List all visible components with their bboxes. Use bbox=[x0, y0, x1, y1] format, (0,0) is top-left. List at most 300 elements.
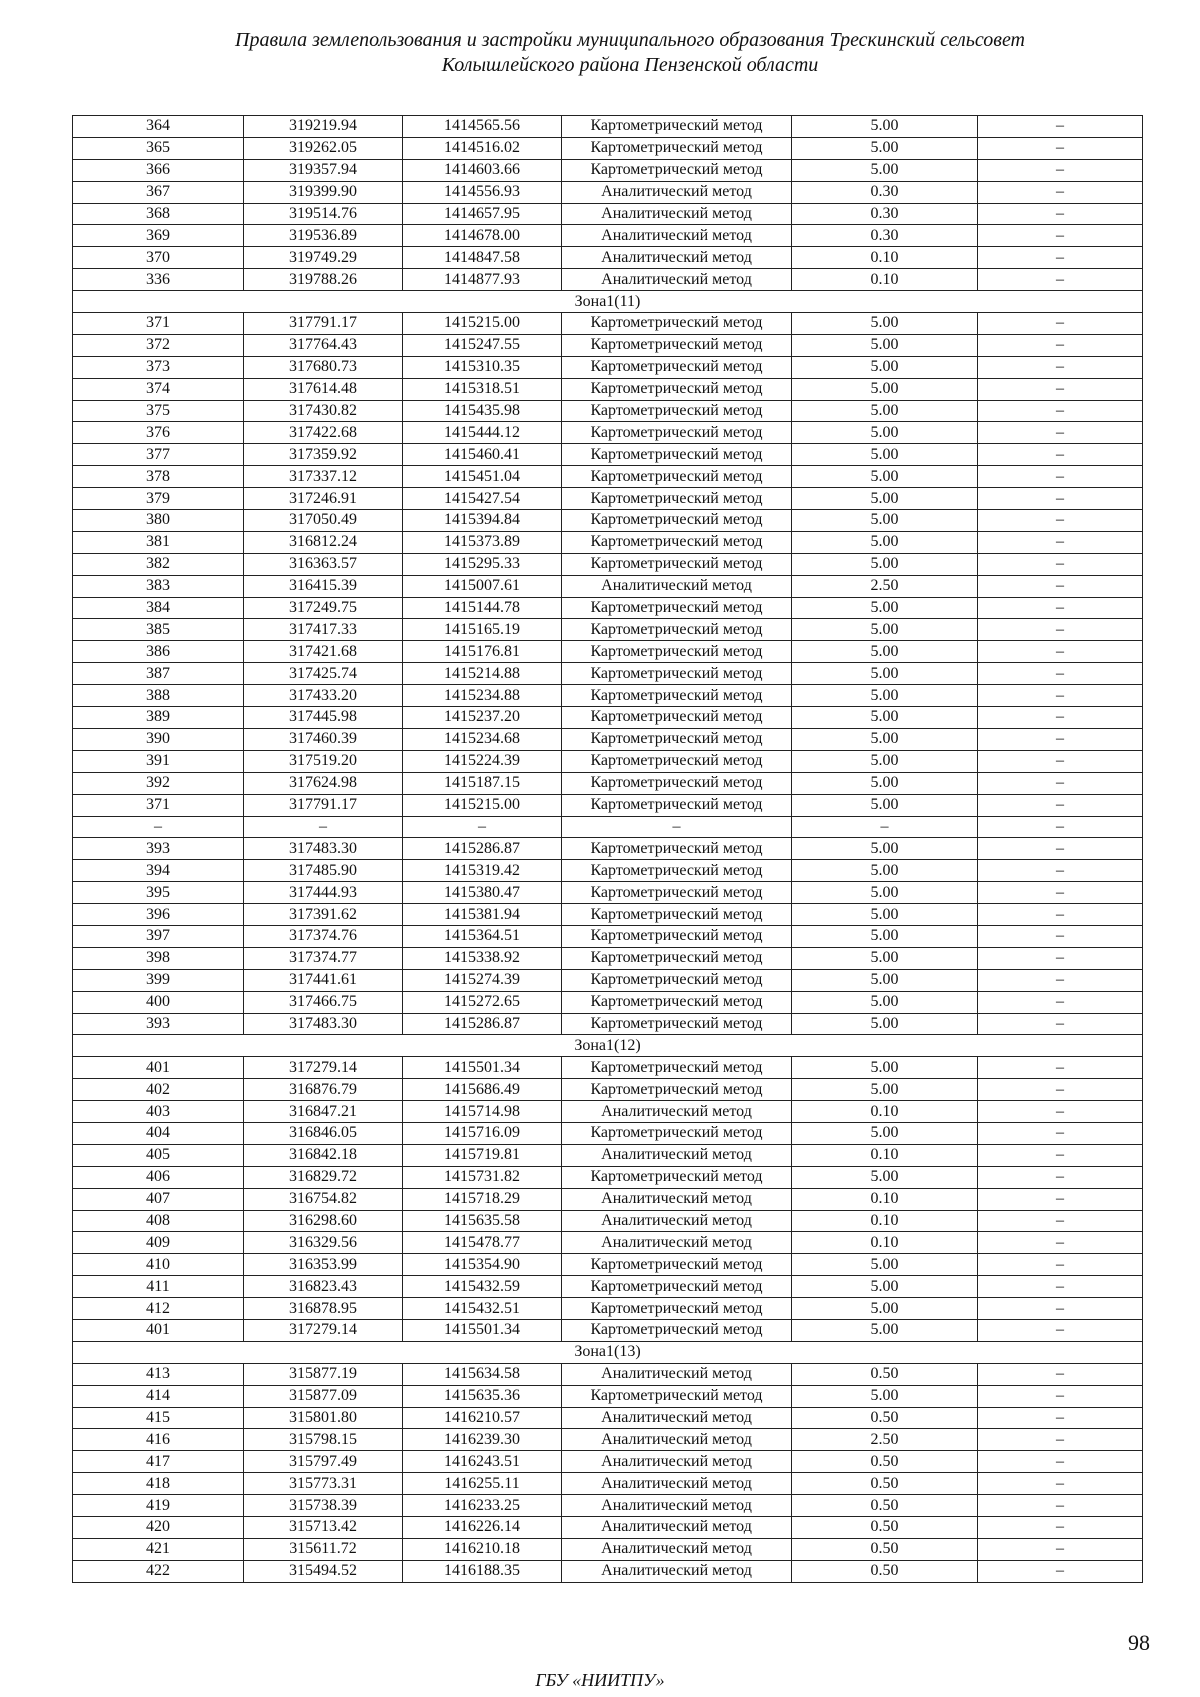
point-number-cell: 409 bbox=[73, 1232, 244, 1254]
accuracy-cell: 5.00 bbox=[792, 444, 978, 466]
x-coordinate-cell: 317417.33 bbox=[244, 619, 403, 641]
note-cell: – bbox=[978, 225, 1143, 247]
table-row bbox=[73, 1101, 1143, 1123]
accuracy-cell: 5.00 bbox=[792, 597, 978, 619]
point-number-cell: 390 bbox=[73, 728, 244, 750]
method-cell: Картометрический метод bbox=[562, 838, 792, 860]
method-cell: Картометрический метод bbox=[562, 1079, 792, 1101]
accuracy-cell: 0.50 bbox=[792, 1451, 978, 1473]
table-row bbox=[73, 1057, 1143, 1079]
point-number-cell: 372 bbox=[73, 334, 244, 356]
note-cell: – bbox=[978, 947, 1143, 969]
y-coordinate-cell: 1415478.77 bbox=[403, 1232, 562, 1254]
y-coordinate-cell: 1415215.00 bbox=[403, 794, 562, 816]
table-row bbox=[73, 488, 1143, 510]
y-coordinate-cell: 1414678.00 bbox=[403, 225, 562, 247]
point-number-cell: 395 bbox=[73, 882, 244, 904]
method-cell: Картометрический метод bbox=[562, 531, 792, 553]
accuracy-cell: 5.00 bbox=[792, 882, 978, 904]
accuracy-cell: 5.00 bbox=[792, 969, 978, 991]
y-coordinate-cell: 1416233.25 bbox=[403, 1495, 562, 1517]
y-coordinate-cell: 1415237.20 bbox=[403, 707, 562, 729]
accuracy-cell: 5.00 bbox=[792, 159, 978, 181]
point-number-cell: 368 bbox=[73, 203, 244, 225]
accuracy-cell: 5.00 bbox=[792, 1079, 978, 1101]
x-coordinate-cell: 316353.99 bbox=[244, 1254, 403, 1276]
accuracy-cell: 5.00 bbox=[792, 378, 978, 400]
method-cell: Картометрический метод bbox=[562, 663, 792, 685]
y-coordinate-cell: 1415435.98 bbox=[403, 400, 562, 422]
method-cell: Аналитический метод bbox=[562, 225, 792, 247]
point-number-cell: 391 bbox=[73, 750, 244, 772]
table-row bbox=[73, 750, 1143, 772]
point-number-cell: 365 bbox=[73, 137, 244, 159]
note-cell: – bbox=[978, 685, 1143, 707]
x-coordinate-cell: 317441.61 bbox=[244, 969, 403, 991]
table-row bbox=[73, 1363, 1143, 1385]
x-coordinate-cell: 317791.17 bbox=[244, 313, 403, 335]
x-coordinate-cell: 317337.12 bbox=[244, 466, 403, 488]
point-number-cell: 421 bbox=[73, 1538, 244, 1560]
note-cell: – bbox=[978, 1319, 1143, 1341]
accuracy-cell: 0.10 bbox=[792, 269, 978, 291]
note-cell: – bbox=[978, 1254, 1143, 1276]
table-row bbox=[73, 269, 1143, 291]
y-coordinate-cell: 1415427.54 bbox=[403, 488, 562, 510]
note-cell: – bbox=[978, 466, 1143, 488]
y-coordinate-cell: 1415215.00 bbox=[403, 313, 562, 335]
y-coordinate-cell: 1416210.57 bbox=[403, 1407, 562, 1429]
method-cell: Картометрический метод bbox=[562, 947, 792, 969]
method-cell: Картометрический метод bbox=[562, 313, 792, 335]
point-number-cell: 401 bbox=[73, 1319, 244, 1341]
accuracy-cell: 5.00 bbox=[792, 1057, 978, 1079]
method-cell: Картометрический метод bbox=[562, 1385, 792, 1407]
table-row bbox=[73, 925, 1143, 947]
accuracy-cell: 0.10 bbox=[792, 1144, 978, 1166]
accuracy-cell: 5.00 bbox=[792, 772, 978, 794]
x-coordinate-cell: 319749.29 bbox=[244, 247, 403, 269]
accuracy-cell: 5.00 bbox=[792, 860, 978, 882]
method-cell: Картометрический метод bbox=[562, 619, 792, 641]
note-cell: – bbox=[978, 203, 1143, 225]
accuracy-cell: 5.00 bbox=[792, 641, 978, 663]
y-coordinate-cell: 1415635.58 bbox=[403, 1210, 562, 1232]
note-cell: – bbox=[978, 1298, 1143, 1320]
accuracy-cell: – bbox=[792, 816, 978, 838]
point-number-cell: 413 bbox=[73, 1363, 244, 1385]
method-cell: Аналитический метод bbox=[562, 1101, 792, 1123]
point-number-cell: 384 bbox=[73, 597, 244, 619]
y-coordinate-cell: 1415686.49 bbox=[403, 1079, 562, 1101]
x-coordinate-cell: 315877.19 bbox=[244, 1363, 403, 1385]
method-cell: Картометрический метод bbox=[562, 1122, 792, 1144]
x-coordinate-cell: 317422.68 bbox=[244, 422, 403, 444]
table-row bbox=[73, 816, 1143, 838]
x-coordinate-cell: 317249.75 bbox=[244, 597, 403, 619]
note-cell: – bbox=[978, 597, 1143, 619]
table-row bbox=[73, 947, 1143, 969]
note-cell: – bbox=[978, 860, 1143, 882]
y-coordinate-cell: 1415295.33 bbox=[403, 553, 562, 575]
table-row bbox=[73, 1429, 1143, 1451]
point-number-cell: – bbox=[73, 816, 244, 838]
x-coordinate-cell: 315877.09 bbox=[244, 1385, 403, 1407]
point-number-cell: 405 bbox=[73, 1144, 244, 1166]
x-coordinate-cell: 315738.39 bbox=[244, 1495, 403, 1517]
y-coordinate-cell: 1415460.41 bbox=[403, 444, 562, 466]
method-cell: Картометрический метод bbox=[562, 356, 792, 378]
method-cell: Аналитический метод bbox=[562, 1451, 792, 1473]
note-cell: – bbox=[978, 1057, 1143, 1079]
note-cell: – bbox=[978, 553, 1143, 575]
point-number-cell: 382 bbox=[73, 553, 244, 575]
table-row bbox=[73, 1166, 1143, 1188]
table-row bbox=[73, 466, 1143, 488]
accuracy-cell: 0.50 bbox=[792, 1517, 978, 1539]
point-number-cell: 396 bbox=[73, 904, 244, 926]
table-row bbox=[73, 1495, 1143, 1517]
page-footer: ГБУ «НИИТПУ» bbox=[535, 1670, 665, 1690]
x-coordinate-cell: 319262.05 bbox=[244, 137, 403, 159]
table-row bbox=[73, 641, 1143, 663]
x-coordinate-cell: 316415.39 bbox=[244, 575, 403, 597]
y-coordinate-cell: 1415234.88 bbox=[403, 685, 562, 707]
x-coordinate-cell: 317483.30 bbox=[244, 1013, 403, 1035]
point-number-cell: 375 bbox=[73, 400, 244, 422]
note-cell: – bbox=[978, 1451, 1143, 1473]
table-row bbox=[73, 531, 1143, 553]
x-coordinate-cell: 317614.48 bbox=[244, 378, 403, 400]
x-coordinate-cell: 315611.72 bbox=[244, 1538, 403, 1560]
note-cell: – bbox=[978, 159, 1143, 181]
table-row bbox=[73, 838, 1143, 860]
note-cell: – bbox=[978, 1276, 1143, 1298]
accuracy-cell: 5.00 bbox=[792, 1298, 978, 1320]
y-coordinate-cell: 1414603.66 bbox=[403, 159, 562, 181]
table-row bbox=[73, 575, 1143, 597]
point-number-cell: 381 bbox=[73, 531, 244, 553]
accuracy-cell: 0.10 bbox=[792, 1210, 978, 1232]
accuracy-cell: 5.00 bbox=[792, 663, 978, 685]
table-row bbox=[73, 1319, 1143, 1341]
header-title-line2: Колышлейского района Пензенской области bbox=[441, 54, 819, 76]
note-cell: – bbox=[978, 904, 1143, 926]
point-number-cell: 374 bbox=[73, 378, 244, 400]
y-coordinate-cell: 1414565.56 bbox=[403, 116, 562, 138]
y-coordinate-cell: 1415432.51 bbox=[403, 1298, 562, 1320]
method-cell: Картометрический метод bbox=[562, 422, 792, 444]
table-row bbox=[73, 400, 1143, 422]
table-row bbox=[73, 1144, 1143, 1166]
note-cell: – bbox=[978, 882, 1143, 904]
x-coordinate-cell: 316363.57 bbox=[244, 553, 403, 575]
method-cell: Аналитический метод bbox=[562, 203, 792, 225]
table-row bbox=[73, 1210, 1143, 1232]
point-number-cell: 373 bbox=[73, 356, 244, 378]
method-cell: Аналитический метод bbox=[562, 1363, 792, 1385]
accuracy-cell: 5.00 bbox=[792, 1166, 978, 1188]
method-cell: Картометрический метод bbox=[562, 882, 792, 904]
point-number-cell: 399 bbox=[73, 969, 244, 991]
x-coordinate-cell: 316846.05 bbox=[244, 1122, 403, 1144]
method-cell: Аналитический метод bbox=[562, 1473, 792, 1495]
table-row bbox=[73, 597, 1143, 619]
point-number-cell: 394 bbox=[73, 860, 244, 882]
y-coordinate-cell: 1415451.04 bbox=[403, 466, 562, 488]
note-cell: – bbox=[978, 1101, 1143, 1123]
zone-header-row bbox=[73, 1035, 1143, 1057]
method-cell: Картометрический метод bbox=[562, 925, 792, 947]
method-cell: Картометрический метод bbox=[562, 1013, 792, 1035]
method-cell: Картометрический метод bbox=[562, 400, 792, 422]
x-coordinate-cell: 317374.76 bbox=[244, 925, 403, 947]
point-number-cell: 383 bbox=[73, 575, 244, 597]
point-number-cell: 398 bbox=[73, 947, 244, 969]
accuracy-cell: 0.10 bbox=[792, 1188, 978, 1210]
point-number-cell: 388 bbox=[73, 685, 244, 707]
note-cell: – bbox=[978, 1495, 1143, 1517]
accuracy-cell: 0.50 bbox=[792, 1363, 978, 1385]
method-cell: Картометрический метод bbox=[562, 444, 792, 466]
y-coordinate-cell: 1416243.51 bbox=[403, 1451, 562, 1473]
method-cell: Картометрический метод bbox=[562, 1057, 792, 1079]
method-cell: Аналитический метод bbox=[562, 1407, 792, 1429]
zone-label: Зона1(12) bbox=[73, 1035, 1143, 1057]
note-cell: – bbox=[978, 969, 1143, 991]
x-coordinate-cell: 317466.75 bbox=[244, 991, 403, 1013]
note-cell: – bbox=[978, 838, 1143, 860]
note-cell: – bbox=[978, 707, 1143, 729]
method-cell: Картометрический метод bbox=[562, 794, 792, 816]
note-cell: – bbox=[978, 1188, 1143, 1210]
x-coordinate-cell: 317430.82 bbox=[244, 400, 403, 422]
accuracy-cell: 0.30 bbox=[792, 225, 978, 247]
accuracy-cell: 5.00 bbox=[792, 137, 978, 159]
table-row bbox=[73, 707, 1143, 729]
note-cell: – bbox=[978, 1079, 1143, 1101]
x-coordinate-cell: 316754.82 bbox=[244, 1188, 403, 1210]
method-cell: Картометрический метод bbox=[562, 860, 792, 882]
note-cell: – bbox=[978, 269, 1143, 291]
note-cell: – bbox=[978, 794, 1143, 816]
x-coordinate-cell: 317421.68 bbox=[244, 641, 403, 663]
point-number-cell: 404 bbox=[73, 1122, 244, 1144]
y-coordinate-cell: 1415247.55 bbox=[403, 334, 562, 356]
note-cell: – bbox=[978, 1560, 1143, 1582]
note-cell: – bbox=[978, 510, 1143, 532]
method-cell: Картометрический метод bbox=[562, 334, 792, 356]
point-number-cell: 393 bbox=[73, 838, 244, 860]
y-coordinate-cell: 1415214.88 bbox=[403, 663, 562, 685]
point-number-cell: 412 bbox=[73, 1298, 244, 1320]
y-coordinate-cell: – bbox=[403, 816, 562, 838]
x-coordinate-cell: 317483.30 bbox=[244, 838, 403, 860]
table-row bbox=[73, 991, 1143, 1013]
x-coordinate-cell: – bbox=[244, 816, 403, 838]
method-cell: Картометрический метод bbox=[562, 772, 792, 794]
x-coordinate-cell: 317764.43 bbox=[244, 334, 403, 356]
method-cell: Картометрический метод bbox=[562, 137, 792, 159]
table-row bbox=[73, 225, 1143, 247]
note-cell: – bbox=[978, 1144, 1143, 1166]
method-cell: Аналитический метод bbox=[562, 1210, 792, 1232]
y-coordinate-cell: 1415224.39 bbox=[403, 750, 562, 772]
point-number-cell: 385 bbox=[73, 619, 244, 641]
note-cell: – bbox=[978, 400, 1143, 422]
note-cell: – bbox=[978, 1122, 1143, 1144]
point-number-cell: 389 bbox=[73, 707, 244, 729]
y-coordinate-cell: 1415381.94 bbox=[403, 904, 562, 926]
method-cell: Картометрический метод bbox=[562, 116, 792, 138]
method-cell: Аналитический метод bbox=[562, 1560, 792, 1582]
note-cell: – bbox=[978, 247, 1143, 269]
y-coordinate-cell: 1415338.92 bbox=[403, 947, 562, 969]
note-cell: – bbox=[978, 444, 1143, 466]
accuracy-cell: 0.50 bbox=[792, 1538, 978, 1560]
note-cell: – bbox=[978, 816, 1143, 838]
method-cell: Аналитический метод bbox=[562, 1144, 792, 1166]
accuracy-cell: 0.10 bbox=[792, 1232, 978, 1254]
method-cell: Картометрический метод bbox=[562, 488, 792, 510]
method-cell: Картометрический метод bbox=[562, 1254, 792, 1276]
point-number-cell: 408 bbox=[73, 1210, 244, 1232]
method-cell: Аналитический метод bbox=[562, 181, 792, 203]
accuracy-cell: 2.50 bbox=[792, 1429, 978, 1451]
table-row bbox=[73, 1473, 1143, 1495]
accuracy-cell: 0.50 bbox=[792, 1495, 978, 1517]
table-row bbox=[73, 356, 1143, 378]
accuracy-cell: 0.50 bbox=[792, 1560, 978, 1582]
y-coordinate-cell: 1415634.58 bbox=[403, 1363, 562, 1385]
accuracy-cell: 5.00 bbox=[792, 991, 978, 1013]
method-cell: Картометрический метод bbox=[562, 991, 792, 1013]
point-number-cell: 387 bbox=[73, 663, 244, 685]
y-coordinate-cell: 1414847.58 bbox=[403, 247, 562, 269]
note-cell: – bbox=[978, 728, 1143, 750]
point-number-cell: 378 bbox=[73, 466, 244, 488]
y-coordinate-cell: 1415176.81 bbox=[403, 641, 562, 663]
x-coordinate-cell: 319357.94 bbox=[244, 159, 403, 181]
method-cell: Аналитический метод bbox=[562, 269, 792, 291]
x-coordinate-cell: 316812.24 bbox=[244, 531, 403, 553]
accuracy-cell: 5.00 bbox=[792, 794, 978, 816]
method-cell: – bbox=[562, 816, 792, 838]
y-coordinate-cell: 1415380.47 bbox=[403, 882, 562, 904]
point-number-cell: 419 bbox=[73, 1495, 244, 1517]
note-cell: – bbox=[978, 1013, 1143, 1035]
accuracy-cell: 0.30 bbox=[792, 181, 978, 203]
method-cell: Аналитический метод bbox=[562, 1188, 792, 1210]
table-row bbox=[73, 860, 1143, 882]
y-coordinate-cell: 1416210.18 bbox=[403, 1538, 562, 1560]
method-cell: Картометрический метод bbox=[562, 553, 792, 575]
point-number-cell: 401 bbox=[73, 1057, 244, 1079]
accuracy-cell: 5.00 bbox=[792, 1276, 978, 1298]
y-coordinate-cell: 1415501.34 bbox=[403, 1057, 562, 1079]
page-header bbox=[60, 28, 1200, 78]
method-cell: Аналитический метод bbox=[562, 1429, 792, 1451]
note-cell: – bbox=[978, 991, 1143, 1013]
y-coordinate-cell: 1416188.35 bbox=[403, 1560, 562, 1582]
y-coordinate-cell: 1415274.39 bbox=[403, 969, 562, 991]
x-coordinate-cell: 317433.20 bbox=[244, 685, 403, 707]
x-coordinate-cell: 316878.95 bbox=[244, 1298, 403, 1320]
accuracy-cell: 5.00 bbox=[792, 925, 978, 947]
table-row bbox=[73, 378, 1143, 400]
x-coordinate-cell: 317680.73 bbox=[244, 356, 403, 378]
x-coordinate-cell: 319536.89 bbox=[244, 225, 403, 247]
point-number-cell: 377 bbox=[73, 444, 244, 466]
table-row bbox=[73, 422, 1143, 444]
accuracy-cell: 0.50 bbox=[792, 1473, 978, 1495]
table-row bbox=[73, 1079, 1143, 1101]
note-cell: – bbox=[978, 1429, 1143, 1451]
accuracy-cell: 5.00 bbox=[792, 1013, 978, 1035]
x-coordinate-cell: 315494.52 bbox=[244, 1560, 403, 1582]
method-cell: Аналитический метод bbox=[562, 1538, 792, 1560]
note-cell: – bbox=[978, 422, 1143, 444]
method-cell: Картометрический метод bbox=[562, 728, 792, 750]
note-cell: – bbox=[978, 334, 1143, 356]
table-row bbox=[73, 772, 1143, 794]
note-cell: – bbox=[978, 356, 1143, 378]
method-cell: Картометрический метод bbox=[562, 1298, 792, 1320]
table-row bbox=[73, 882, 1143, 904]
accuracy-cell: 5.00 bbox=[792, 838, 978, 860]
y-coordinate-cell: 1415286.87 bbox=[403, 838, 562, 860]
x-coordinate-cell: 315798.15 bbox=[244, 1429, 403, 1451]
x-coordinate-cell: 317246.91 bbox=[244, 488, 403, 510]
point-number-cell: 364 bbox=[73, 116, 244, 138]
x-coordinate-cell: 316829.72 bbox=[244, 1166, 403, 1188]
note-cell: – bbox=[978, 378, 1143, 400]
y-coordinate-cell: 1415718.29 bbox=[403, 1188, 562, 1210]
method-cell: Аналитический метод bbox=[562, 575, 792, 597]
y-coordinate-cell: 1414657.95 bbox=[403, 203, 562, 225]
accuracy-cell: 5.00 bbox=[792, 1385, 978, 1407]
method-cell: Аналитический метод bbox=[562, 247, 792, 269]
note-cell: – bbox=[978, 1232, 1143, 1254]
table-row bbox=[73, 247, 1143, 269]
table-row bbox=[73, 137, 1143, 159]
x-coordinate-cell: 316842.18 bbox=[244, 1144, 403, 1166]
zone-header-row bbox=[73, 1341, 1143, 1363]
x-coordinate-cell: 317374.77 bbox=[244, 947, 403, 969]
y-coordinate-cell: 1415714.98 bbox=[403, 1101, 562, 1123]
point-number-cell: 400 bbox=[73, 991, 244, 1013]
table-row bbox=[73, 619, 1143, 641]
point-number-cell: 371 bbox=[73, 313, 244, 335]
table-row bbox=[73, 181, 1143, 203]
x-coordinate-cell: 319399.90 bbox=[244, 181, 403, 203]
point-number-cell: 414 bbox=[73, 1385, 244, 1407]
method-cell: Картометрический метод bbox=[562, 1319, 792, 1341]
point-number-cell: 406 bbox=[73, 1166, 244, 1188]
note-cell: – bbox=[978, 1473, 1143, 1495]
table-row bbox=[73, 203, 1143, 225]
coordinates-table-body bbox=[73, 116, 1143, 1583]
table-row bbox=[73, 1517, 1143, 1539]
x-coordinate-cell: 315801.80 bbox=[244, 1407, 403, 1429]
y-coordinate-cell: 1415373.89 bbox=[403, 531, 562, 553]
accuracy-cell: 0.30 bbox=[792, 203, 978, 225]
accuracy-cell: 5.00 bbox=[792, 904, 978, 926]
point-number-cell: 336 bbox=[73, 269, 244, 291]
point-number-cell: 416 bbox=[73, 1429, 244, 1451]
x-coordinate-cell: 317485.90 bbox=[244, 860, 403, 882]
point-number-cell: 371 bbox=[73, 794, 244, 816]
